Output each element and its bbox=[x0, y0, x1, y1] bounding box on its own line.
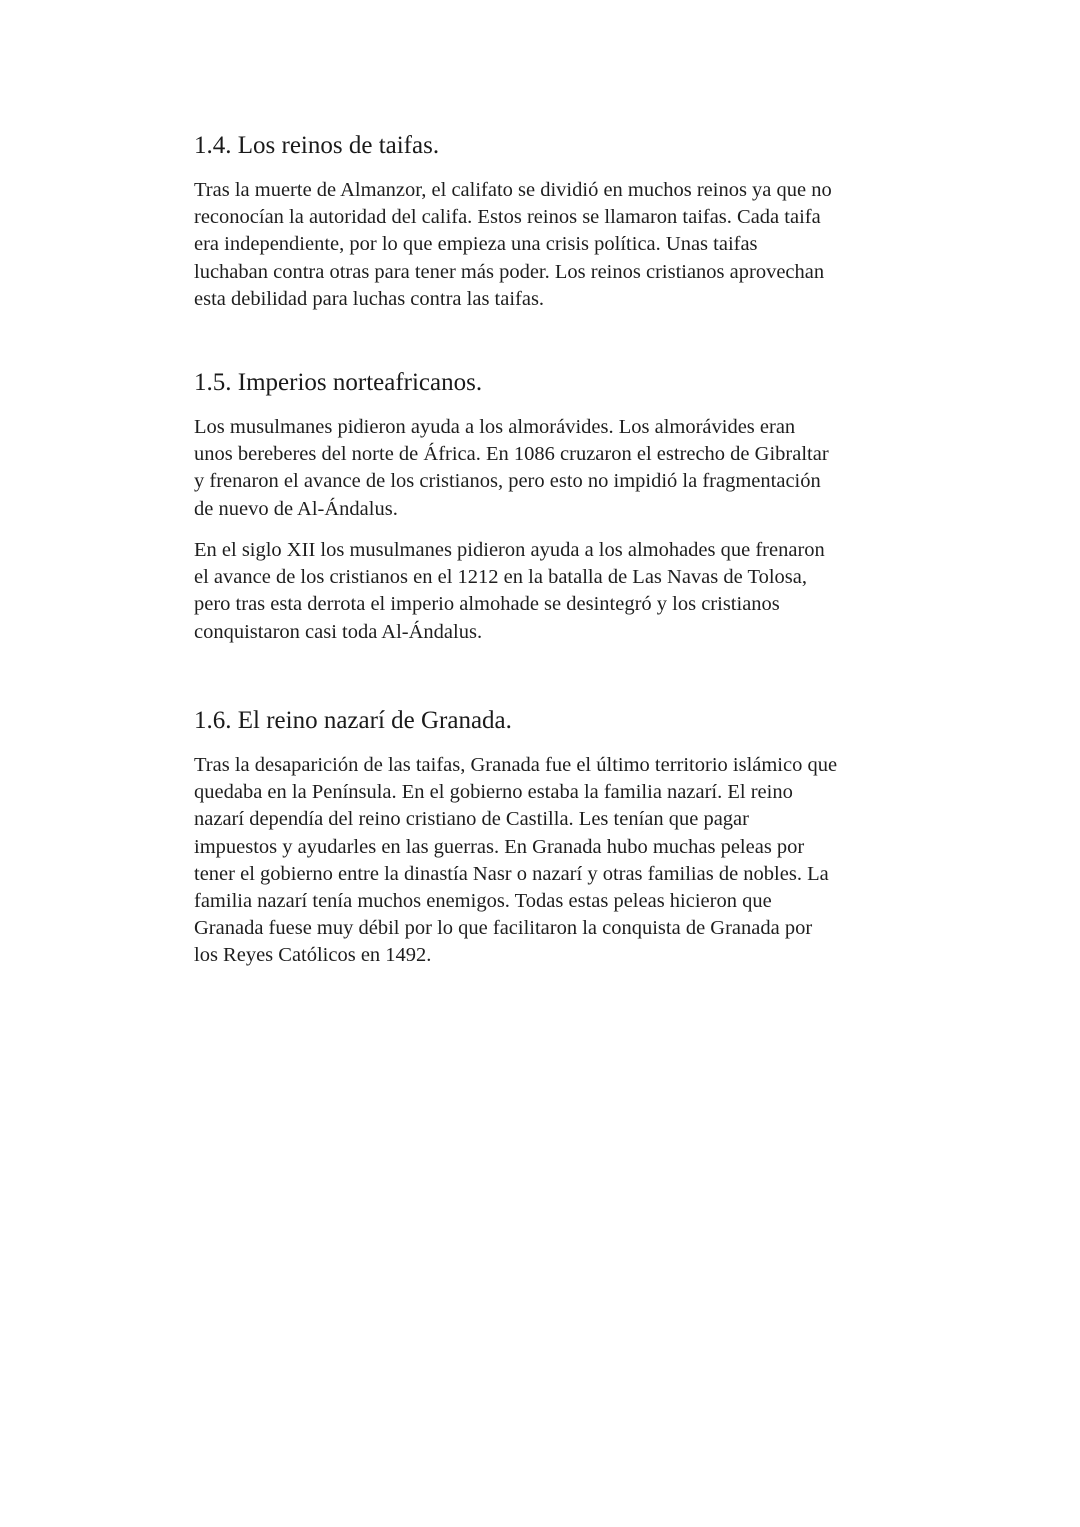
text-line: En el siglo XII los musulmanes pidieron ayuda a los almohades que frenaron bbox=[194, 539, 825, 561]
section-heading-imperios: 1.5. Imperios norteafricanos. bbox=[194, 369, 483, 396]
text-line: pero tras esta derrota el imperio almohade se desintegró y los cristianos bbox=[194, 593, 780, 616]
text-line: tener el gobierno entre la dinastía Nasr o nazarí y otras familias de nobles. La bbox=[194, 862, 829, 885]
text-line: Tras la desaparición de las taifas, Granada fue el último territorio islámico que bbox=[194, 754, 838, 776]
text-line: y frenaron el avance de los cristianos, pero esto no impidió la fragmentación bbox=[194, 470, 821, 493]
text-line: conquistaron casi toda Al-Ándalus. bbox=[194, 620, 483, 643]
text-line: Los musulmanes pidieron ayuda a los almorávides. Los almorávides eran bbox=[194, 416, 796, 438]
text-line: impuestos y ayudarles en las guerras. En Granada hubo muchas peleas por bbox=[194, 835, 805, 858]
paragraph-granada bbox=[194, 752, 954, 970]
paragraph-taifas bbox=[194, 177, 954, 313]
text-line: luchaban contra otras para tener más poder. Los reinos cristianos aprovechan bbox=[194, 260, 825, 283]
text-line: familia nazarí tenía muchos enemigos. Todas estas peleas hicieron que bbox=[194, 890, 772, 913]
section-heading-granada: 1.6. El reino nazarí de Granada. bbox=[194, 707, 512, 734]
text-line: los Reyes Católicos en 1492. bbox=[194, 944, 432, 967]
text-line: el avance de los cristianos en el 1212 en la batalla de Las Navas de Tolosa, bbox=[194, 566, 807, 589]
text-line: reconocían la autoridad del califa. Estos reinos se llamaron taifas. Cada taifa bbox=[194, 206, 821, 229]
text-line: de nuevo de Al-Ándalus. bbox=[194, 497, 398, 520]
text-line: era independiente, por lo que empieza una crisis política. Unas taifas bbox=[194, 233, 758, 256]
section-heading-taifas: 1.4. Los reinos de taifas. bbox=[194, 132, 440, 159]
text-line: Granada fuese muy débil por lo que facilitaron la conquista de Granada por bbox=[194, 917, 813, 940]
text-line: quedaba en la Península. En el gobierno estaba la familia nazarí. El reino bbox=[194, 781, 793, 804]
text-line: nazarí dependía del reino cristiano de Castilla. Les tenían que pagar bbox=[194, 808, 749, 831]
text-line: Tras la muerte de Almanzor, el califato se dividió en muchos reinos ya que no bbox=[194, 179, 832, 201]
text-line: esta debilidad para luchas contra las taifas. bbox=[194, 287, 545, 310]
paragraph-almohades bbox=[194, 537, 954, 646]
paragraph-almoravides bbox=[194, 414, 954, 523]
text-line: unos bereberes del norte de África. En 1086 cruzaron el estrecho de Gibraltar bbox=[194, 443, 829, 466]
